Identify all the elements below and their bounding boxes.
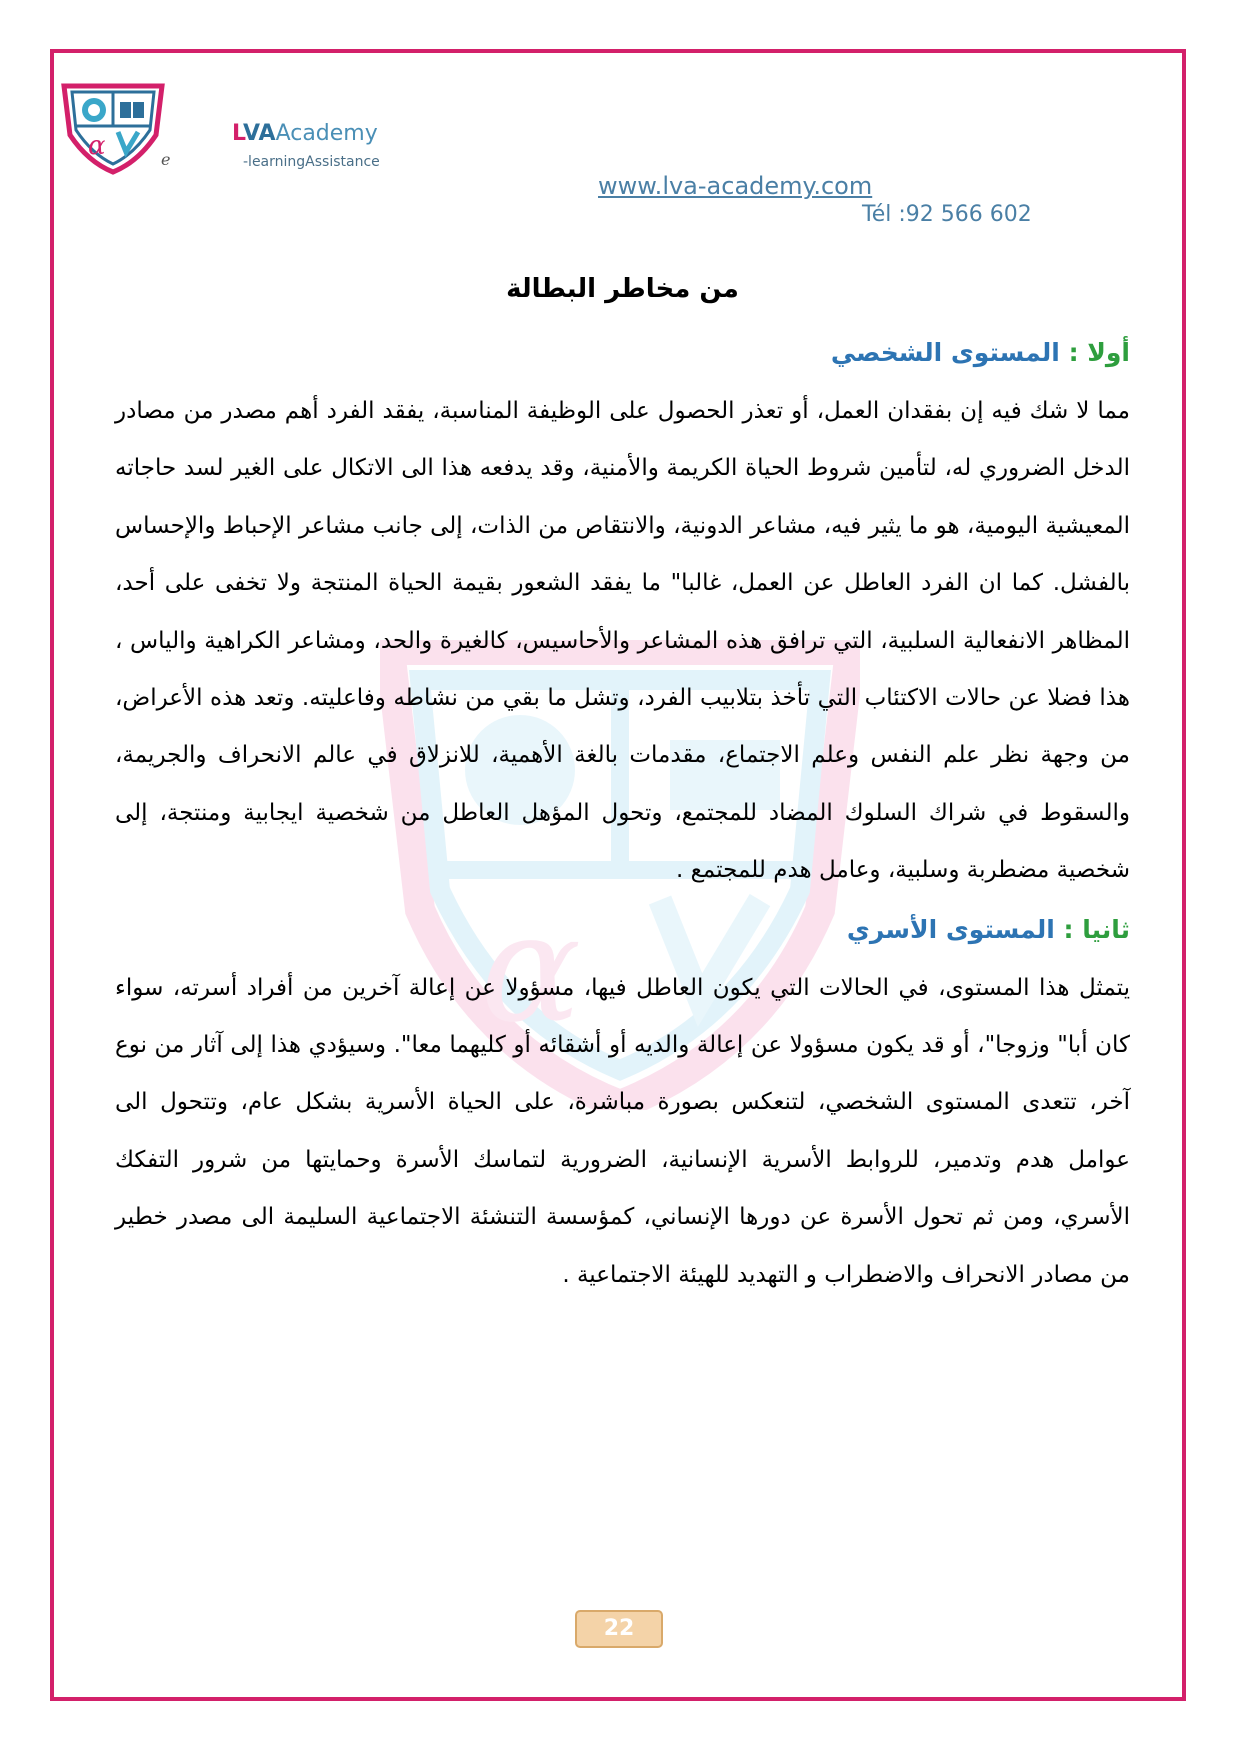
lva-academy-logo — [58, 80, 171, 175]
section-number: ثانيا : — [1063, 914, 1130, 944]
brand-va: VA — [243, 121, 276, 146]
section-number: أولا : — [1068, 338, 1130, 367]
section-paragraph-family: يتمثل هذا المستوى، في الحالات التي يكون العاطل فيها، مسؤولا عن إعالة آخرين من أفراد أسرته، سواء كان أبا" وزوجا"، أو قد يكون مسؤولا عن إعالة والديه أو أشقائه أو كليهما معا". وسيؤدي هذا إلى آثار من نوع آخر، تتعدى المستوى الشخصي، لتنعكس بصورة مباشرة، على الحياة الأسرية بشكل عام، وتتحول الى عوامل هدم وتدمير، للروابط الأسرية الإنسانية، الضرورية لتماسك الأسرة وحمايتها من شرور التفكك الأسري، ومن ثم تحول الأسرة عن دورها الإنساني، كمؤسسة التنشئة الاجتماعية السليمة الى مصدر خطير من مصادر الانحراف والاضطراب و التهديد للهيئة الاجتماعية . — [115, 974, 1130, 1288]
section-label: المستوى الشخصي — [830, 338, 1060, 367]
website-link[interactable]: www.lva-academy.com — [598, 172, 873, 200]
svg-text:α: α — [88, 131, 106, 161]
page-title: من مخاطر البطالة — [506, 274, 739, 304]
page-content — [115, 255, 1130, 1304]
section-paragraph-personal: مما لا شك فيه إن بفقدان العمل، أو تعذر الحصول على الوظيفة المناسبة، يفقد الفرد أهم مصدر من مصادر الدخل الضروري له، لتأمين شروط الحياة الكريمة والأمنية، وقد يدفعه هذا الى الاتكال على الغير لسد حاجاته المعيشية اليومية، هو ما يثير فيه، مشاعر الدونية، والانتقاص من الذات، إلى جانب مشاعر الإحباط والإحساس بالفشل. كما ان الفرد العاطل عن العمل، غالبا" ما يفقد الشعور بقيمة الحياة المنتجة ولا تخفى على أحد، المظاهر الانفعالية السلبية، التي ترافق هذه المشاعر والأحاسيس، كالغيرة والحد، ومشاعر الكراهية والياس ، هذا فضلا عن حالات الاكتئاب التي تأخذ بتلابيب الفرد، وتشل ما بقي من نشاطه وفاعليته. وتعد هذه الأعراض، من وجهة نظر علم النفس وعلم الاجتماع، مقدمات بالغة الأهمية، للانزلاق في عالم الانحراف والجريمة، والسقوط في شراك السلوك المضاد للمجتمع، وتحول المؤهل العاطل من شخصية ايجابية ومنتجة، إلى شخصية مضطربة وسلبية، وعامل هدم للمجتمع . — [115, 398, 1130, 884]
svg-text:α: α — [480, 882, 582, 1056]
page-number: 22 — [575, 1610, 663, 1648]
section-heading-personal — [115, 323, 1130, 383]
brand-academy: Academy — [275, 121, 378, 146]
brand-l: L — [232, 121, 243, 146]
brand-tagline: -learningAssistance — [243, 154, 380, 170]
phone-number: Tél :92 566 602 — [862, 202, 1032, 227]
section-label: المستوى الأسري — [846, 914, 1055, 944]
section-heading-family — [115, 900, 1130, 960]
logo-letter: e — [161, 150, 171, 169]
brand-name — [232, 121, 378, 146]
